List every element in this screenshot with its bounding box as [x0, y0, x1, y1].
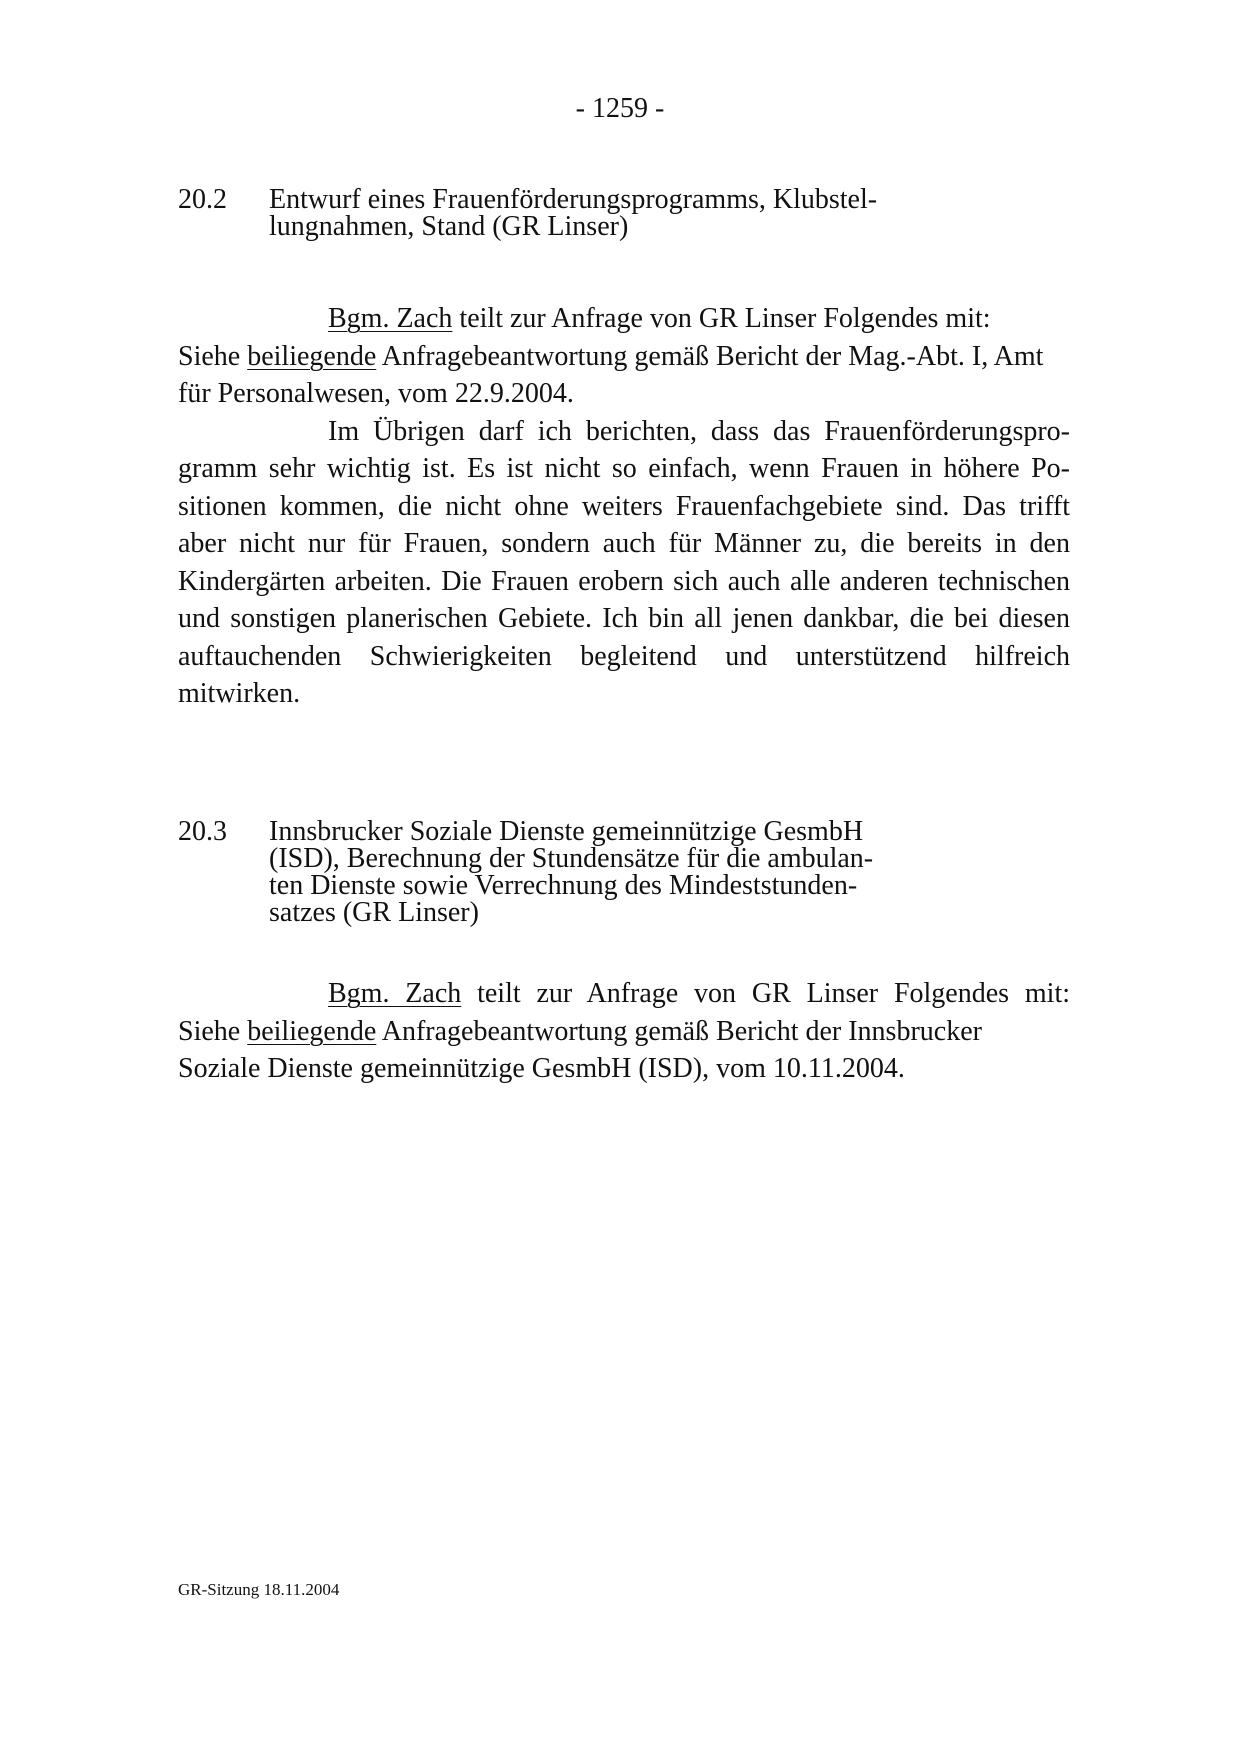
intro-line [178, 975, 1070, 1013]
section-heading-20-2 [178, 186, 938, 240]
additional-paragraph: Im Übrigen darf ich berichten, dass das Frauenförderungsprogramm sehr wichtig ist. Es ist nicht so einfach, wenn Frauen in höhere Positionen kommen, die nicht ohne weiters Frauenfachgebiete sind. Das trifft aber nicht nur für Frauen, sondern auch für Männer zu, die bereits in den Kindergärten arbeiten. Die Frauen erobern sich auch alle anderen technischen und sonstigen planerischen Gebiete. Ich bin all jenen dankbar, die bei diesen auftauchenden Schwierigkeiten begleitend und unterstützend hilfreich mitwirken. [178, 415, 1070, 709]
section-number: 20.2 [178, 184, 227, 215]
answer-text: Anfragebeantwortung gemäß Bericht der Mag.-Abt. I, Amt für Personalwesen, vom 22.9.2004. [178, 340, 1044, 409]
siehe-text: Siehe [178, 1015, 248, 1047]
section-heading-20-3 [178, 818, 938, 926]
section-title [269, 186, 938, 240]
speaker-name: Bgm. Zach [328, 303, 453, 334]
beiliegende-link: beiliegende [247, 340, 377, 372]
page-number: - 1259 - [575, 93, 665, 124]
section-title-line: satzes (GR Linser) [269, 897, 479, 928]
section-title-line: Entwurf eines Frauenförderungsprogramms, Klubstel- [269, 184, 878, 215]
section-body-20-3 [178, 975, 1070, 1088]
intro-text: teilt zur Anfrage von GR Linser Folgendes mit: [452, 303, 991, 334]
intro-text: teilt zur Anfrage von GR Linser Folgendes mit: [461, 978, 1070, 1009]
answer-text: Anfragebeantwortung gemäß Bericht der Innsbrucker Soziale Dienste gemeinnützige GesmbH (ISD), vom 10.11.2004. [178, 1015, 982, 1084]
section-title-line: ten Dienste sowie Verrechnung des Mindeststunden- [269, 870, 858, 901]
section-title [269, 818, 938, 926]
speaker-name: Bgm. Zach [328, 978, 462, 1009]
footer-session-date: GR-Sitzung 18.11.2004 [178, 1580, 340, 1599]
intro-line [178, 300, 1070, 338]
section-number: 20.3 [178, 816, 227, 847]
beiliegende-link: beiliegende [247, 1015, 377, 1047]
answer-paragraph [178, 1013, 1070, 1088]
section-title-line: (ISD), Berechnung der Stundensätze für die ambulan- [269, 843, 874, 874]
section-body-20-2 [178, 300, 1070, 713]
section-title-line: lungnahmen, Stand (GR Linser) [269, 211, 629, 242]
siehe-text: Siehe [178, 340, 248, 372]
answer-paragraph [178, 338, 1070, 413]
section-title-line: Innsbrucker Soziale Dienste gemeinnützige GesmbH [269, 816, 864, 847]
